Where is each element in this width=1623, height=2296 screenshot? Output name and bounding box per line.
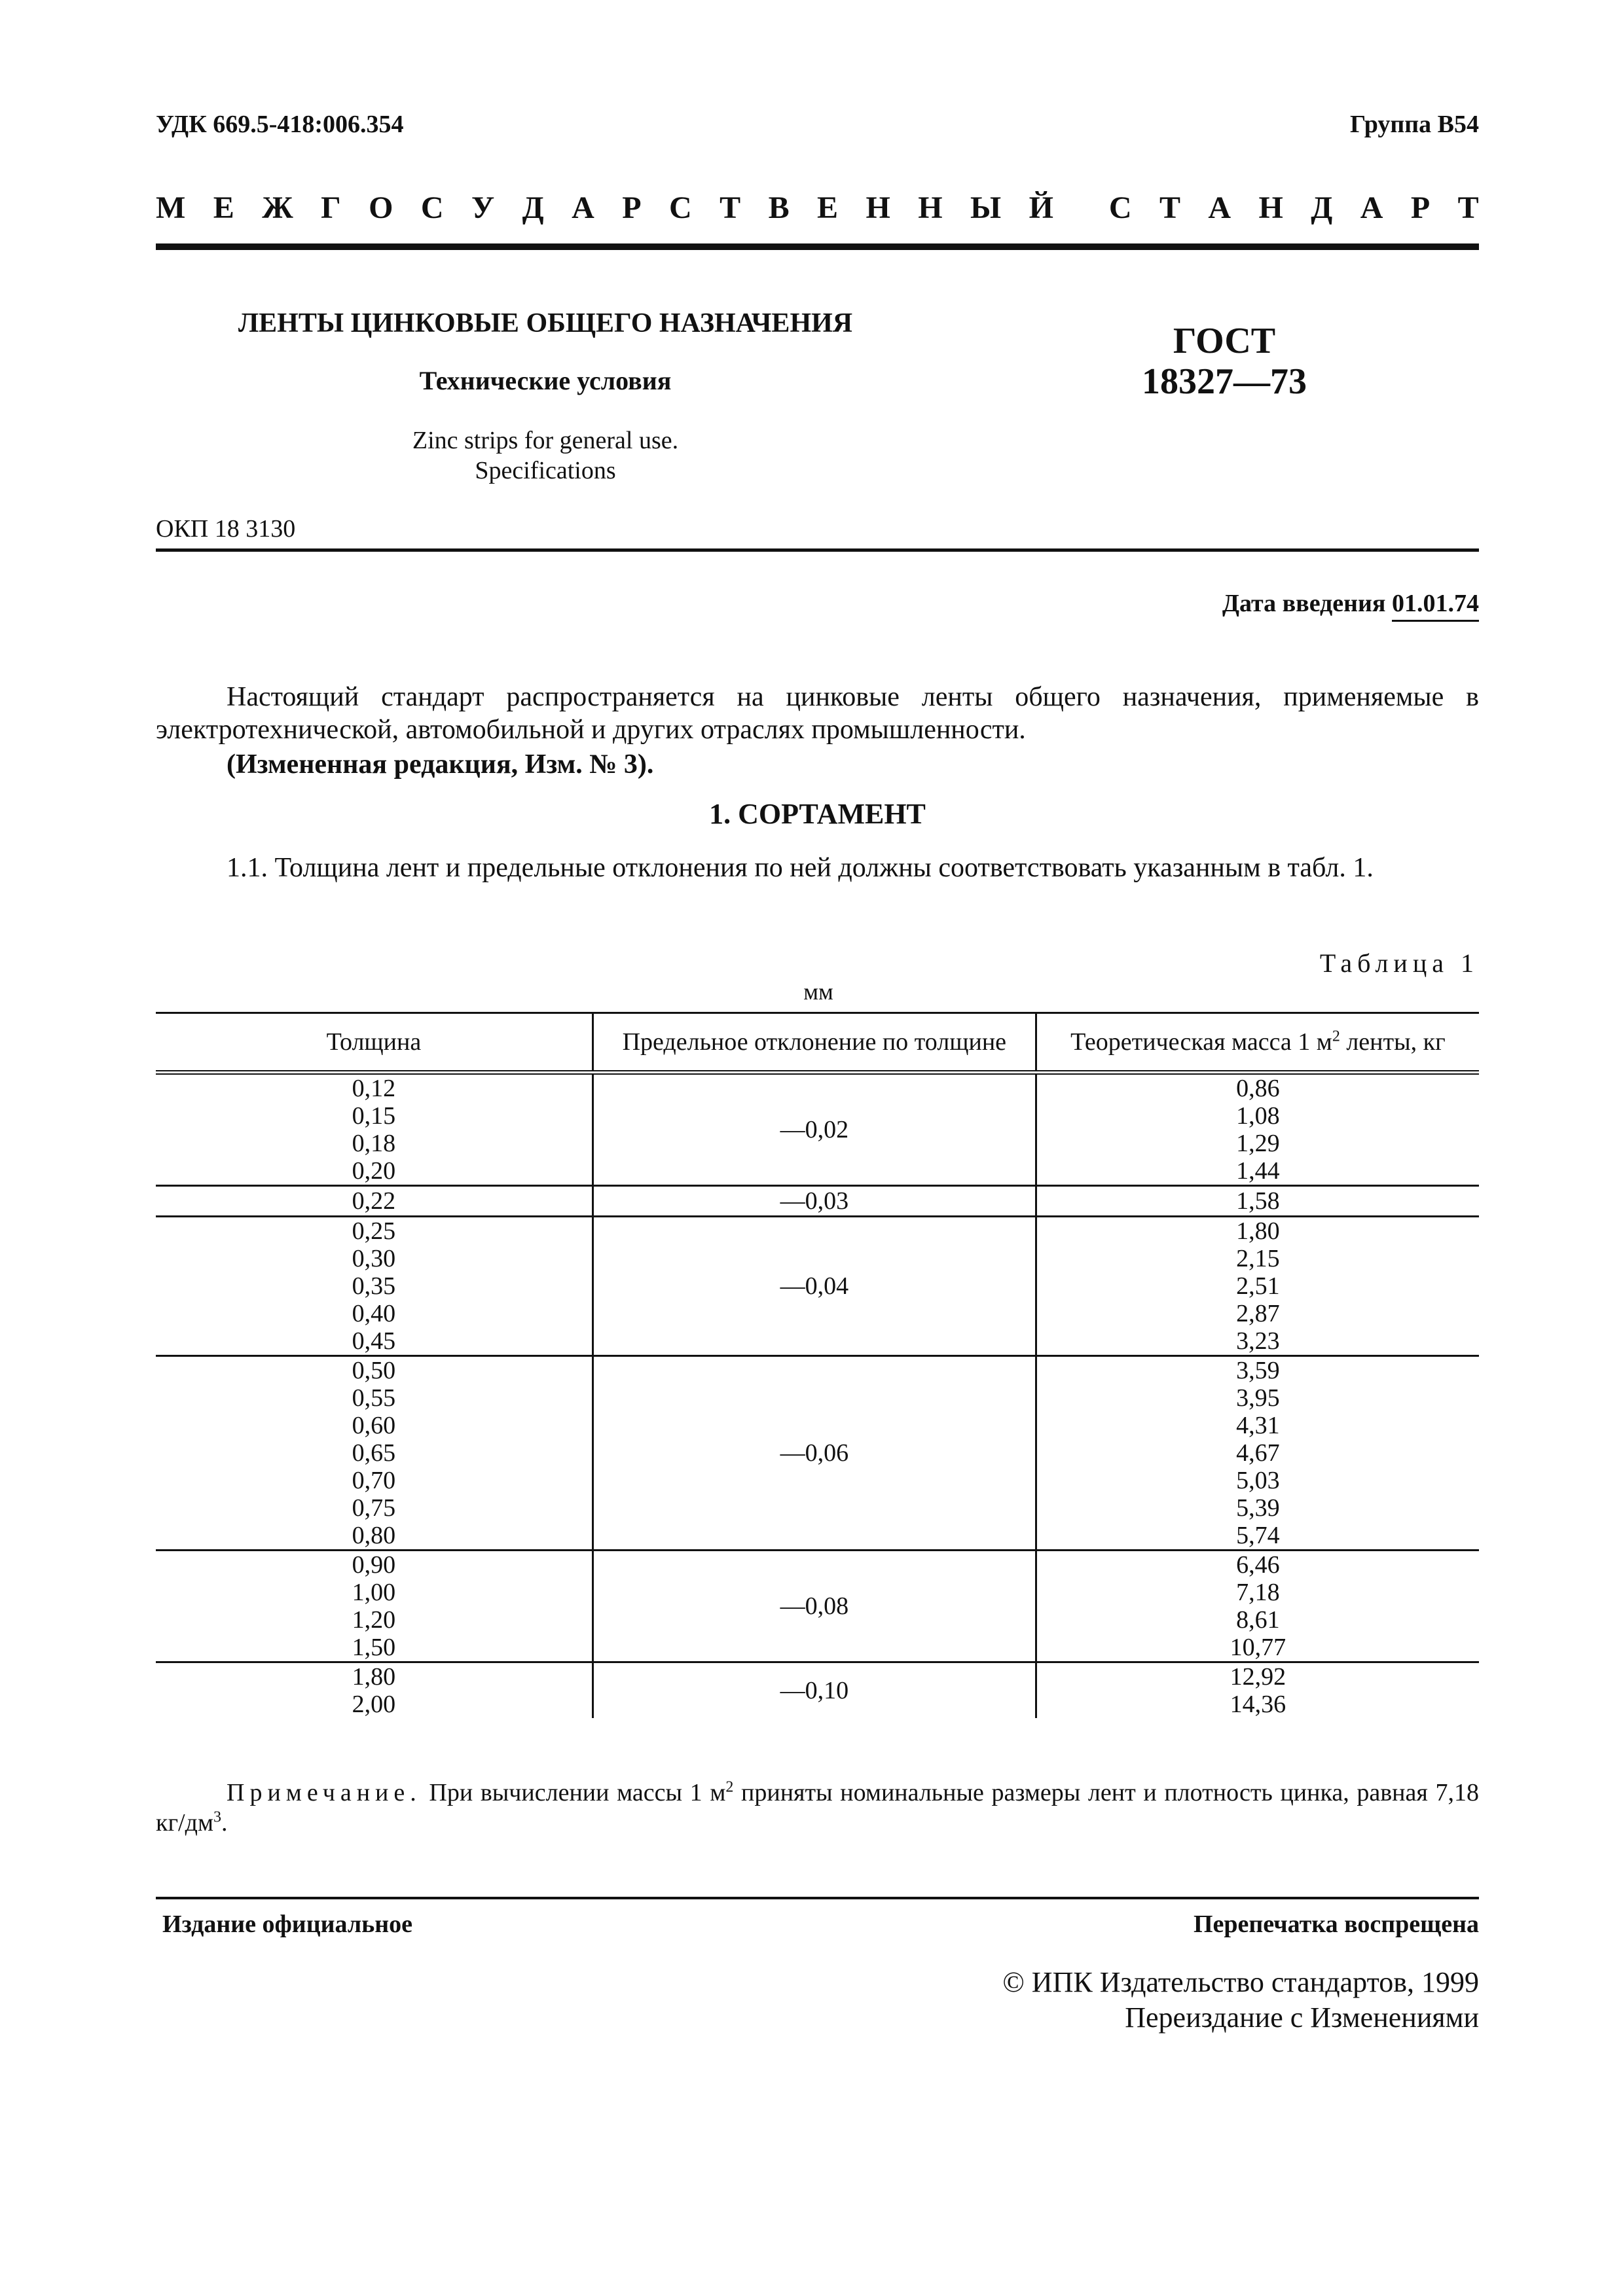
note-text-1: При вычислении массы 1 м: [421, 1779, 726, 1806]
interstate-letter: Т: [720, 190, 741, 225]
thickness-value: 0,75: [352, 1494, 396, 1522]
section-title: 1. СОРТАМЕНТ: [709, 798, 926, 830]
header-thickness: Толщина: [156, 1013, 593, 1073]
mass-value: 3,95: [1236, 1384, 1280, 1412]
header-deviation: Предельное отклонение по толщине: [593, 1013, 1036, 1073]
mass-cell: [1036, 1217, 1479, 1356]
thickness-cell: [156, 1073, 593, 1186]
note-sup-2: 3: [213, 1808, 221, 1826]
mass-value: 3,23: [1236, 1327, 1280, 1355]
thickness-cell: [156, 1662, 593, 1719]
thickness-value: 0,90: [352, 1551, 396, 1579]
header-rule: [156, 243, 1479, 250]
header-mass-unit: ленты, кг: [1340, 1028, 1446, 1056]
amendment-note: (Измененная редакция, Изм. № 3).: [227, 749, 654, 780]
mass-value: 0,86: [1236, 1075, 1280, 1102]
reprint-prohibited: Перепечатка воспрещена: [1193, 1910, 1479, 1938]
thickness-value: 0,12: [352, 1075, 396, 1102]
mass-cell: [1036, 1662, 1479, 1719]
thickness-value: 2,00: [352, 1691, 396, 1718]
copyright-line: © ИПК Издательство стандартов, 1999: [1002, 1966, 1479, 1998]
table-header-row: [156, 1013, 1479, 1073]
thickness-value: 0,20: [352, 1157, 396, 1185]
note-label: Примечание.: [227, 1779, 422, 1806]
introduction-date-label: Дата введения: [1222, 590, 1392, 617]
interstate-letter: В: [768, 190, 790, 225]
mass-value: 12,92: [1230, 1663, 1286, 1691]
mass-value: 1,44: [1236, 1157, 1280, 1185]
intro-text: Настоящий стандарт распространяется на цинковые ленты общего назначения, применяемые в электротехнической, автомобильной и других отраслях промышленности.: [156, 682, 1479, 745]
thickness-value: 0,35: [352, 1272, 396, 1300]
group-code: Группа В54: [1349, 111, 1479, 138]
interstate-standard-heading: [156, 190, 1479, 226]
mass-cell: [1036, 1551, 1479, 1662]
mass-value: 1,58: [1236, 1187, 1280, 1215]
deviation-cell: —0,02: [593, 1073, 1036, 1186]
interstate-letter: А: [572, 190, 594, 225]
interstate-letter: Р: [1410, 190, 1431, 225]
thickness-value: 0,45: [352, 1327, 396, 1355]
thickness-value: 0,50: [352, 1357, 396, 1384]
thickness-value: 1,80: [352, 1663, 396, 1691]
table-row-group: [156, 1551, 1479, 1662]
thickness-value: 0,18: [352, 1130, 396, 1157]
introduction-date: [1222, 589, 1479, 618]
introduction-date-value: 01.01.74: [1392, 590, 1479, 622]
mass-cell: [1036, 1073, 1479, 1186]
mass-value: 4,67: [1236, 1439, 1280, 1467]
interstate-letter: Ж: [262, 190, 293, 225]
thickness-value: 0,40: [352, 1300, 396, 1327]
thickness-cell: [156, 1356, 593, 1551]
table-row-group: [156, 1073, 1479, 1186]
intro-paragraph: [156, 681, 1479, 746]
gost-number: [1087, 321, 1362, 402]
deviation-cell: —0,06: [593, 1356, 1036, 1551]
mass-value: 2,87: [1236, 1300, 1280, 1327]
table-label: Таблица 1: [1319, 948, 1479, 978]
official-edition: Издание официальное: [162, 1910, 413, 1938]
table-body: [156, 1073, 1479, 1719]
thickness-value: 0,25: [352, 1217, 396, 1245]
reissue-line: Переиздание с Изменениями: [1125, 2001, 1479, 2034]
english-title: [208, 425, 883, 486]
table-row-group: [156, 1217, 1479, 1356]
thickness-cell: [156, 1217, 593, 1356]
mass-value: 1,80: [1236, 1217, 1280, 1245]
table-unit: мм: [803, 978, 833, 1005]
copyright-block: [1002, 1965, 1479, 2036]
mass-value: 1,29: [1236, 1130, 1280, 1157]
interstate-letter: Д: [1311, 190, 1333, 225]
note-text-3: .: [221, 1809, 228, 1837]
thickness-value: 1,50: [352, 1634, 396, 1661]
okp-code: ОКП 18 3130: [156, 515, 296, 543]
mass-value: 8,61: [1236, 1606, 1280, 1634]
mass-value: 5,03: [1236, 1467, 1280, 1494]
mass-value: 2,15: [1236, 1245, 1280, 1272]
header-mass-sup: 2: [1332, 1028, 1340, 1045]
mass-value: 1,08: [1236, 1102, 1280, 1130]
mass-value: 14,36: [1230, 1691, 1286, 1718]
header-mass: [1036, 1013, 1479, 1073]
interstate-letter: Р: [622, 190, 642, 225]
document-title: ЛЕНТЫ ЦИНКОВЫЕ ОБЩЕГО НАЗНАЧЕНИЯ: [238, 308, 853, 338]
interstate-letter: Д: [522, 190, 544, 225]
note-sup-1: 2: [725, 1778, 734, 1796]
deviation-cell: —0,08: [593, 1551, 1036, 1662]
mass-value: 5,74: [1236, 1522, 1280, 1549]
paragraph-1-1: 1.1. Толщина лент и предельные отклонения по ней должны соответствовать указанным в табл. 1.: [227, 853, 1374, 883]
table-note: [156, 1778, 1479, 1838]
table-row-group: [156, 1662, 1479, 1719]
deviation-cell: —0,10: [593, 1662, 1036, 1719]
gost-code: 18327—73: [1142, 361, 1307, 402]
interstate-letter: Е: [213, 190, 234, 225]
thickness-value: 0,80: [352, 1522, 396, 1549]
mass-cell: [1036, 1356, 1479, 1551]
interstate-letter: У: [471, 190, 495, 225]
interstate-letter: С: [669, 190, 692, 225]
english-title-line2: Specifications: [475, 457, 616, 484]
thickness-table: [156, 1012, 1479, 1718]
thickness-value: 0,70: [352, 1467, 396, 1494]
table-row-group: [156, 1186, 1479, 1217]
interstate-letter: Г: [321, 190, 341, 225]
footer-rule: [156, 1897, 1479, 1899]
thickness-value: 1,00: [352, 1579, 396, 1606]
deviation-cell: —0,03: [593, 1186, 1036, 1217]
thickness-value: 0,60: [352, 1412, 396, 1439]
english-title-line1: Zinc strips for general use.: [412, 427, 679, 454]
interstate-letter: С: [1108, 190, 1132, 225]
thickness-value: 1,20: [352, 1606, 396, 1634]
interstate-letter: А: [1360, 190, 1383, 225]
thickness-value: 0,22: [352, 1187, 396, 1215]
thickness-value: 0,55: [352, 1384, 396, 1412]
mass-value: 7,18: [1236, 1579, 1280, 1606]
mass-value: 5,39: [1236, 1494, 1280, 1522]
interstate-letter: Й: [1029, 190, 1053, 225]
deviation-cell: —0,04: [593, 1217, 1036, 1356]
header-mass-text: Теоретическая масса 1 м: [1070, 1028, 1332, 1056]
interstate-letter: Ы: [970, 190, 1002, 225]
document-subtitle: Технические условия: [419, 366, 672, 395]
mass-value: 10,77: [1230, 1634, 1286, 1661]
thickness-value: 0,65: [352, 1439, 396, 1467]
interstate-letter: Н: [866, 190, 890, 225]
thickness-cell: [156, 1186, 593, 1217]
thickness-value: 0,30: [352, 1245, 396, 1272]
mass-cell: [1036, 1186, 1479, 1217]
table-row-group: [156, 1356, 1479, 1551]
interstate-letter: Е: [817, 190, 839, 225]
mass-value: 3,59: [1236, 1357, 1280, 1384]
thickness-cell: [156, 1551, 593, 1662]
interstate-letter: Н: [1258, 190, 1283, 225]
interstate-letter: А: [1208, 190, 1231, 225]
note-text-2: приняты номинальные размеры лент и плотность цинка, равная 7,18 кг/дм: [156, 1779, 1480, 1837]
mass-value: 4,31: [1236, 1412, 1280, 1439]
interstate-letter: М: [156, 190, 186, 225]
udk-code: УДК 669.5-418:006.354: [156, 111, 404, 138]
mass-value: 2,51: [1236, 1272, 1280, 1300]
thickness-value: 0,15: [352, 1102, 396, 1130]
interstate-letter: Н: [918, 190, 943, 225]
gost-label: ГОСТ: [1173, 321, 1276, 361]
interstate-letter: С: [420, 190, 444, 225]
okp-rule: [156, 548, 1479, 552]
interstate-letter: Т: [1457, 190, 1479, 225]
mass-value: 6,46: [1236, 1551, 1280, 1579]
interstate-letter: Т: [1159, 190, 1180, 225]
interstate-letter: О: [369, 190, 393, 225]
